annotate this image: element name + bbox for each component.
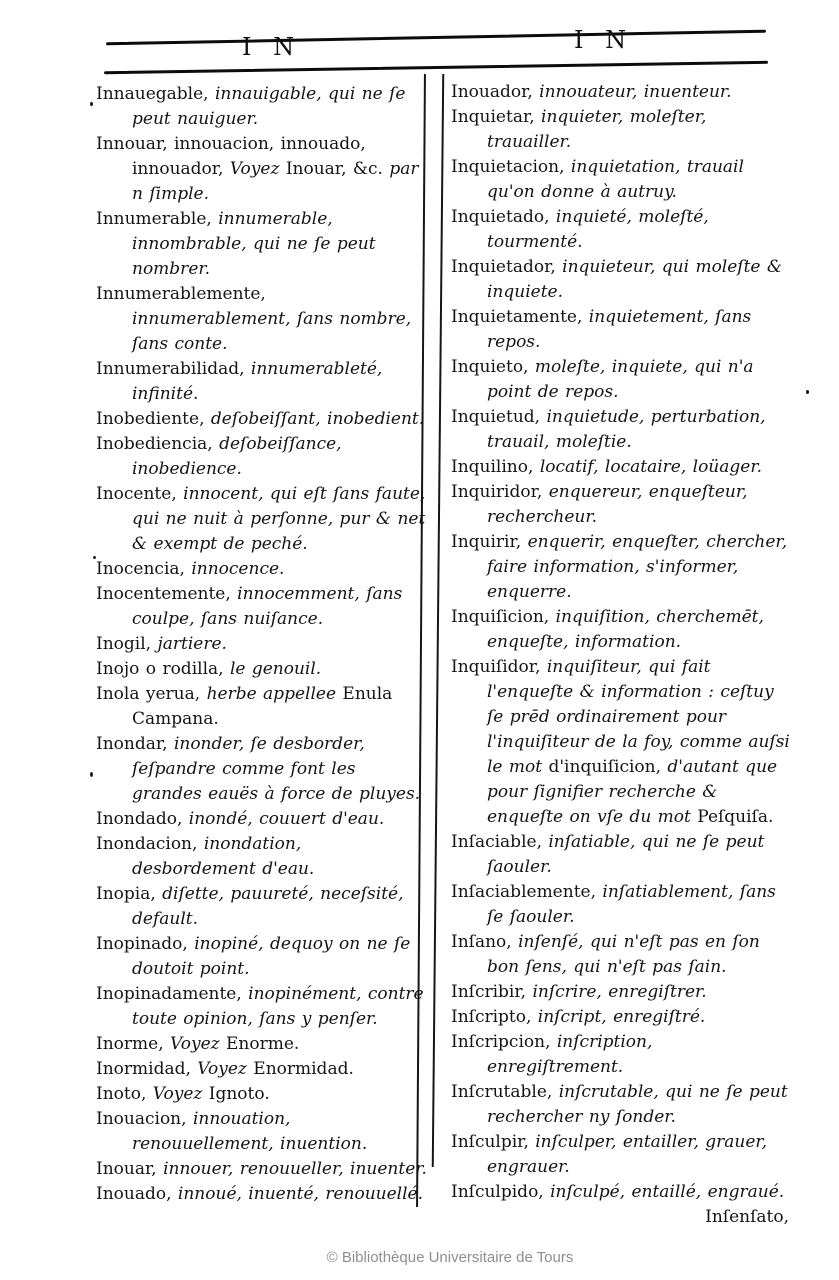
gloss-text: inquieter, moleſter, trauailler. <box>487 107 707 152</box>
dictionary-entry <box>96 882 430 932</box>
gloss-text: enquereur, enqueſteur, rechercheur. <box>487 482 748 527</box>
dictionary-entry <box>96 1032 430 1057</box>
headword-text: Inondar, <box>96 734 174 754</box>
dictionary-entry <box>96 657 430 682</box>
dictionary-entry <box>451 255 793 305</box>
headword-text: Inondacion, <box>96 834 204 854</box>
dictionary-entry <box>451 1080 793 1130</box>
gloss-text: inſcription, enregiſtrement. <box>487 1032 653 1077</box>
dictionary-entry <box>451 155 793 205</box>
gloss-text: inondé, couuert d'eau. <box>188 809 385 829</box>
gloss-text: Voyez <box>170 1034 226 1054</box>
dictionary-entry <box>96 807 430 832</box>
column-divider-line <box>432 74 444 1167</box>
headword-text: Enormidad. <box>253 1059 354 1079</box>
headword-text: Inormidad, <box>96 1059 198 1079</box>
headword-text: Inſculpir, <box>451 1132 536 1152</box>
dictionary-entry <box>96 832 430 882</box>
headword-text: Inola yerua, <box>96 684 207 704</box>
gloss-text: inſcrutable, qui ne ſe peut rechercher ny ſonder. <box>487 1082 788 1127</box>
gloss-text: inſcrire, enregiſtrer. <box>532 982 707 1002</box>
dictionary-entry <box>96 932 430 982</box>
dictionary-entry <box>451 880 793 930</box>
headword-text: Inocencia, <box>96 559 192 579</box>
dictionary-entry <box>96 282 430 357</box>
dictionary-entry <box>96 632 430 657</box>
dictionary-entry <box>451 1030 793 1080</box>
headword-text: Inouacion, <box>96 1109 193 1129</box>
dictionary-entry <box>451 980 793 1005</box>
dictionary-entry <box>451 355 793 405</box>
dictionary-column-left <box>96 82 430 1247</box>
gloss-text: inſenſé, qui n'eſt pas en ſon bon ſens, qui n'eſt pas ſain. <box>487 932 760 977</box>
headword-text: Inſaciable, <box>451 832 549 852</box>
ink-speck <box>806 390 809 394</box>
headword-text: Inquietud, <box>451 407 547 427</box>
headword-text: Inquietacion, <box>451 157 571 177</box>
running-head-left: I N <box>242 33 302 61</box>
dictionary-entry <box>96 1057 430 1082</box>
dictionary-entry <box>451 930 793 980</box>
headword-text: Innauegable, <box>96 84 215 104</box>
headword-text: Peſquiſa. <box>697 807 774 827</box>
gloss-text: innocent, qui eſt ſans faute, qui ne nuit à perſonne, pur & net & exempt de peché. <box>132 484 426 554</box>
dictionary-entry <box>96 482 430 557</box>
headword-text: Innumerabilidad, <box>96 359 251 379</box>
headword-text: Inſaciablemente, <box>451 882 603 902</box>
headword-text: Inondado, <box>96 809 189 829</box>
gloss-text: enquerir, enqueſter, chercher, faire information, s'informer, enquerre. <box>487 532 788 602</box>
headword-text: Inſcripto, <box>451 1007 538 1027</box>
dictionary-entry <box>451 480 793 530</box>
headword-text: Inojo o rodilla, <box>96 659 230 679</box>
headword-text: Inouado, <box>96 1184 178 1204</box>
gloss-text: jartiere. <box>157 634 227 654</box>
dictionary-column-right <box>451 80 793 1250</box>
gloss-text: inſculper, entailler, grauer, engrauer. <box>487 1132 768 1177</box>
headword-text: Inopinado, <box>96 934 195 954</box>
gloss-text: innoué, inuenté, renouuellé. <box>177 1184 424 1204</box>
headword-text: Inopia, <box>96 884 163 904</box>
gloss-text: inquiſiteur, qui fait l'enqueſte & information : ceſtuy ſe prēd ordinairement pour l'inquiſiteur de la foy, comme auſsi le mot <box>487 657 790 777</box>
dictionary-entry <box>96 682 430 732</box>
headword-text: Inquiridor, <box>451 482 549 502</box>
gloss-text: locatif, locataire, loüager. <box>539 457 762 477</box>
headword-text: Inquietador, <box>451 257 563 277</box>
dictionary-entry <box>451 105 793 155</box>
gloss-text: innauigable, qui ne ſe peut nauiguer. <box>132 84 406 129</box>
dictionary-entry <box>96 982 430 1032</box>
headword-text: Inſcripcion, <box>451 1032 557 1052</box>
gloss-text: le genouil. <box>229 659 322 679</box>
gloss-text: innouer, renouueller, inuenter. <box>163 1159 427 1179</box>
dictionary-entry <box>96 132 430 207</box>
gloss-text: inquietation, trauail qu'on donne à autruy. <box>487 157 744 202</box>
headword-text: Inouador, <box>451 82 540 102</box>
dictionary-entry <box>96 732 430 807</box>
headword-text: Inquieto, <box>451 357 535 377</box>
gloss-text: innocemment, ſans coulpe, ſans nuiſance. <box>132 584 403 629</box>
dictionary-entry <box>96 1082 430 1107</box>
catchword: Inſenſato, <box>705 1207 789 1227</box>
headword-text: Inquietado, <box>451 207 556 227</box>
gloss-text: inſcript, enregiſtré. <box>537 1007 706 1027</box>
headword-text: Inquietamente, <box>451 307 589 327</box>
headword-text: Inopinadamente, <box>96 984 249 1004</box>
gloss-text: par n ſimple. <box>132 159 419 204</box>
ink-speck <box>93 556 96 559</box>
dictionary-entry <box>96 1107 430 1157</box>
headword-text: Inſcribir, <box>451 982 533 1002</box>
gloss-text: Voyez <box>197 1059 254 1079</box>
headword-text: Inouar, <box>96 1159 164 1179</box>
headword-text: Inocente, <box>96 484 184 504</box>
dictionary-entry <box>96 432 430 482</box>
dictionary-entry <box>451 1130 793 1180</box>
gloss-text: deſobeiſſance, inobedience. <box>132 434 342 479</box>
dictionary-entry <box>96 207 430 282</box>
headword-text: Innumerable, <box>96 209 219 229</box>
gloss-text: inonder, ſe desborder, ſeſpandre comme font les grandes eauës à force de pluyes. <box>132 734 421 804</box>
dictionary-entry <box>96 82 430 132</box>
dictionary-entry <box>451 1005 793 1030</box>
ink-speck <box>90 772 93 777</box>
gloss-text: innouateur, inuenteur. <box>539 82 732 102</box>
dictionary-entry <box>96 1182 430 1207</box>
dictionary-entry <box>451 530 793 605</box>
dictionary-entry <box>451 1180 793 1205</box>
dictionary-entry <box>96 582 430 632</box>
gloss-text: herbe appellee <box>206 684 343 704</box>
headword-text: Inquirir, <box>451 532 528 552</box>
running-head-right: I N <box>574 26 634 54</box>
headword-text: Inſano, <box>451 932 519 952</box>
gloss-text: inquiſition, cherchemēt, enqueſte, information. <box>487 607 764 652</box>
headword-text: Inogil, <box>96 634 158 654</box>
headword-text: Inquilino, <box>451 457 540 477</box>
headword-text: d'inquiſicion, <box>548 757 668 777</box>
gloss-text: Voyez <box>152 1084 209 1104</box>
gloss-text: moleſte, inquiete, qui n'a point de repos. <box>487 357 754 402</box>
gloss-text: innocence. <box>191 559 285 579</box>
headword-text: Inſcrutable, <box>451 1082 559 1102</box>
headword-text: Inorme, <box>96 1034 171 1054</box>
headword-text: Enula Campana. <box>132 684 393 729</box>
header-rule-bottom <box>104 61 768 74</box>
dictionary-entry <box>96 557 430 582</box>
gloss-text: innouation, renouuellement, inuention. <box>132 1109 368 1154</box>
dictionary-entry <box>451 305 793 355</box>
gloss-text: inſatiablement, ſans ſe ſaouler. <box>487 882 776 927</box>
headword-text: Inquiſicion, <box>451 607 556 627</box>
headword-text: Inquietar, <box>451 107 542 127</box>
gloss-text: innumerablement, ſans nombre, ſans conte. <box>132 309 412 354</box>
headword-text: Inobediencia, <box>96 434 220 454</box>
gloss-text: inondation, desbordement d'eau. <box>132 834 315 879</box>
gloss-text: deſobeiſſant, inobedient. <box>210 409 425 429</box>
headword-text: Inouar, &c. <box>285 159 390 179</box>
dictionary-entry <box>451 205 793 255</box>
dictionary-entry <box>451 455 793 480</box>
gloss-text: inſculpé, entaillé, engraué. <box>550 1182 785 1202</box>
dictionary-entry <box>96 1157 430 1182</box>
gloss-text: inſatiable, qui ne ſe peut ſaouler. <box>487 832 765 877</box>
headword-text: Innumerablemente, <box>96 284 266 304</box>
gloss-text: inquieteur, qui moleſte & inquiete. <box>487 257 783 302</box>
gloss-text: Voyez <box>229 159 286 179</box>
headword-text: Ignoto. <box>208 1084 270 1104</box>
dictionary-entry <box>451 655 793 830</box>
gloss-text: diſette, pauureté, neceſsité, default. <box>132 884 404 929</box>
dictionary-entry <box>451 405 793 455</box>
dictionary-entry <box>451 80 793 105</box>
gloss-text: innumerableté, infinité. <box>132 359 383 404</box>
headword-text: Inquiſidor, <box>451 657 547 677</box>
gloss-text: inquieté, moleſté, tourmenté. <box>487 207 709 252</box>
dictionary-entry <box>96 407 430 432</box>
gloss-text: inopinément, contre toute opinion, ſans y penſer. <box>132 984 424 1029</box>
headword-text: Inobediente, <box>96 409 211 429</box>
gloss-text: d'autant que pour ſignifier recherche & enqueſte on vſe du mot <box>487 757 778 827</box>
ink-speck <box>90 102 93 106</box>
dictionary-entry <box>451 830 793 880</box>
header-rule-top <box>106 30 766 46</box>
dictionary-entry <box>96 357 430 407</box>
headword-text: Innouar, innouacion, innouado, innouador, <box>96 134 366 179</box>
headword-text: Inoto, <box>96 1084 153 1104</box>
headword-text: Inſculpido, <box>451 1182 551 1202</box>
library-credit: © Bibliothèque Universitaire de Tours <box>326 1249 574 1266</box>
gloss-text: inquietement, ſans repos. <box>487 307 752 352</box>
dictionary-entry <box>451 605 793 655</box>
gloss-text: inopiné, dequoy on ne ſe doutoit point. <box>132 934 411 979</box>
headword-text: Enorme. <box>226 1034 300 1054</box>
gloss-text: innumerable, innombrable, qui ne ſe peut nombrer. <box>132 209 376 279</box>
gloss-text: inquietude, perturbation, trauail, moleſtie. <box>487 407 766 452</box>
headword-text: Inocentemente, <box>96 584 238 604</box>
